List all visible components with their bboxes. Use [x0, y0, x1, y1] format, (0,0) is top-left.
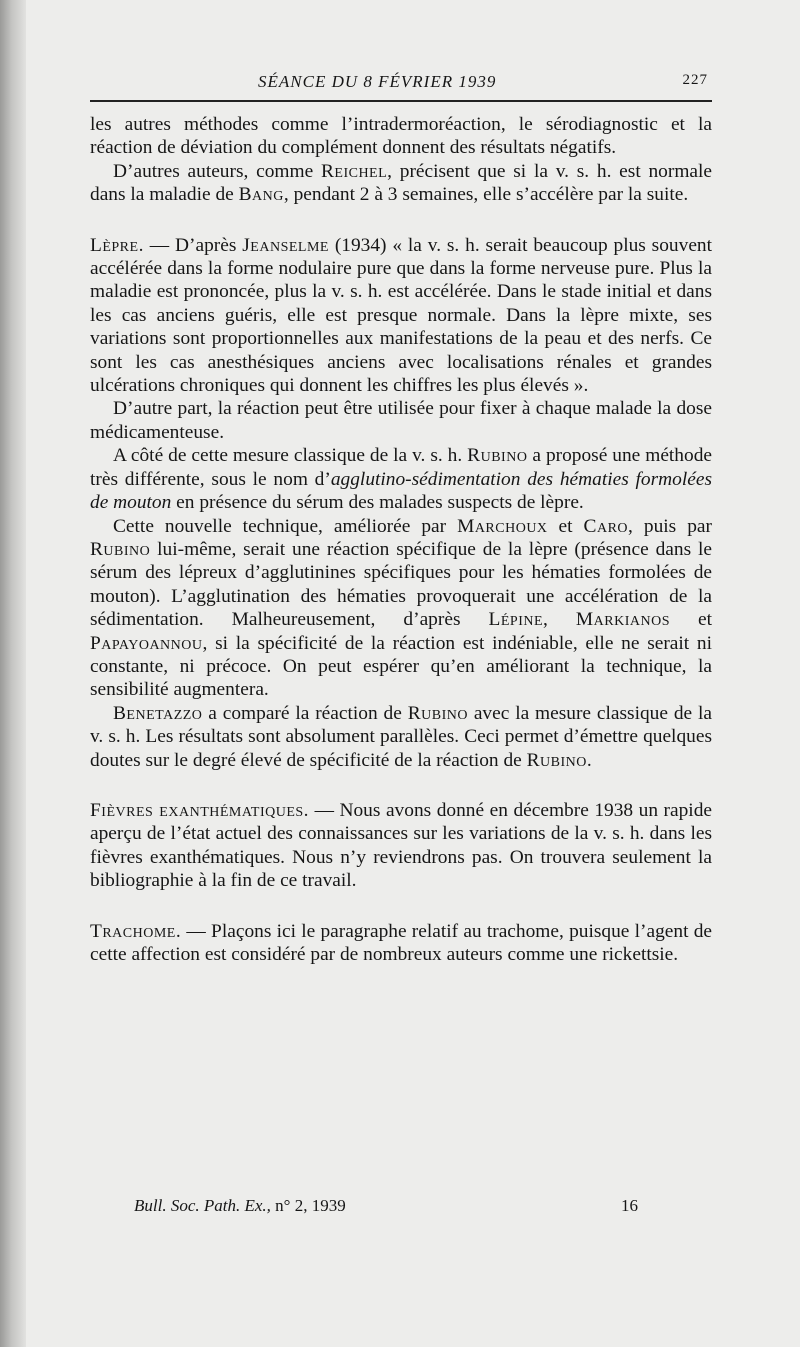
running-title: SÉANCE DU 8 FÉVRIER 1939: [258, 72, 497, 91]
journal-citation: [134, 1196, 346, 1216]
text-run: en présence du sérum des malades suspects de lèpre.: [171, 492, 584, 514]
small-caps-name: Lépine: [488, 609, 544, 631]
text-run: avec la mesure classique de la v. s. h. Les résultats sont absolument parallèles. Ceci permet d’émettre quelques doutes sur le degré élevé de spécificité de la réaction de: [90, 702, 713, 771]
small-caps-name: Rubino: [90, 538, 151, 560]
text-run: ,: [543, 609, 576, 631]
text-run: et: [670, 609, 713, 631]
small-caps-name: Markianos: [575, 609, 670, 631]
text-run: .: [586, 749, 592, 771]
text-run: a comparé la réaction de: [202, 702, 408, 724]
paragraph-p8: [90, 799, 712, 893]
small-caps-name: Trachome.: [90, 920, 182, 942]
page-number: 227: [682, 72, 708, 88]
small-caps-name: Lèpre.: [90, 234, 144, 256]
text-run: , si la spécificité de la réaction est indéniable, elle ne serait ni constante, ni précoce. On peut espérer qu’en améliorant la technique, la sensibilité augmentera.: [90, 632, 712, 701]
text-run: , précisent que si la v. s. h. est normale dans la maladie de: [90, 160, 713, 206]
small-caps-name: Marchoux: [457, 515, 548, 537]
text-run: a proposé une méthode très différente, sous le nom d’: [90, 445, 713, 490]
small-caps-name: Fièvres exanthématiques.: [90, 799, 310, 821]
paragraph-p9: [90, 920, 712, 967]
text-run: lui-même, serait une réaction spécifique de la lèpre (présence dans le sérum des lépreux d’agglutinines spécifiques pour les hématies formolées de mouton). L’agglutination des hématies provoquerait une accélération de la sédimentation. Malheureusement, d’après: [90, 538, 712, 631]
text-run: , pendant 2 à 3 semaines, elle s’accélère par la suite.: [283, 184, 689, 206]
paragraph-p6: [90, 515, 712, 702]
small-caps-name: Bang: [238, 184, 284, 206]
text-run: — D’après: [143, 234, 243, 256]
citation-journal: Bull. Soc. Path. Ex.,: [134, 1196, 271, 1215]
text-run: (1934) « la v. s. h. serait beaucoup plus souvent accélérée dans la forme nodulaire pure que dans la forme nerveuse pure. Plus la maladie est prononcée, plus la v. s. h. est accélérée. Dans le stade initial et dans les cas anciens guéris, elle est presque normale. Dans la lèpre mixte, ses variations sont proportionnelles aux manifestations de la peau et des nerfs. Ce sont les cas anesthésiques anciens avec localisations rénales et grandes ulcérations chroniques qui donnent les chiffres les plus élevés ».: [90, 234, 713, 397]
text-run: D’autre part, la réaction peut être utilisée pour fixer à chaque malade la dose médicamenteuse.: [90, 398, 712, 443]
book-spine-shadow: [0, 0, 26, 1347]
text-run: et: [547, 515, 584, 537]
small-caps-name: Papayoannou: [90, 632, 203, 654]
paragraph-p2: [90, 160, 712, 207]
text-run: Cette nouvelle technique, améliorée par: [113, 515, 458, 537]
text-run: les autres méthodes comme l’intradermoréaction, le sérodiagnostic et la réaction de déviation du complément donnent des résultats négatifs.: [90, 114, 712, 159]
text-run: D’autres auteurs, comme: [113, 160, 321, 182]
header-rule: [90, 100, 712, 102]
small-caps-name: Benetazzo: [113, 702, 203, 724]
small-caps-name: Reichel: [320, 160, 388, 182]
paragraph-p4: [90, 397, 712, 444]
citation-issue: n° 2, 1939: [275, 1196, 346, 1215]
text-run: — Nous avons donné en décembre 1938 un rapide aperçu de l’état actuel des connaissances sur les variations de la v. s. h. dans les fièvres exanthématiques. Nous n’y reviendrons pas. On trouvera seulement la bibliographie à la fin de ce travail.: [90, 799, 713, 892]
small-caps-name: Jeanselme: [242, 234, 329, 256]
paragraph-p1: [90, 113, 712, 160]
small-caps-name: Rubino: [407, 702, 468, 724]
text-run: , puis par: [628, 515, 712, 537]
small-caps-name: Rubino: [467, 445, 528, 467]
page-footer: [90, 1196, 712, 1220]
small-caps-name: Rubino: [526, 749, 587, 771]
text-run: A côté de cette mesure classique de la v. s. h.: [113, 445, 468, 467]
running-header: [90, 72, 712, 96]
paragraph-p5: [90, 444, 712, 514]
paragraph-p3: [90, 234, 712, 398]
small-caps-name: Caro: [583, 515, 629, 537]
text-run: — Plaçons ici le paragraphe relatif au trachome, puisque l’agent de cette affection est considéré par de nombreux auteurs comme une rickettsie.: [90, 920, 712, 965]
italic-term: agglutino-sédimentation des hématies formolées de mouton: [90, 468, 712, 514]
paragraph-p7: [90, 702, 712, 772]
page-body: [90, 113, 712, 966]
signature-mark: 16: [621, 1196, 638, 1215]
